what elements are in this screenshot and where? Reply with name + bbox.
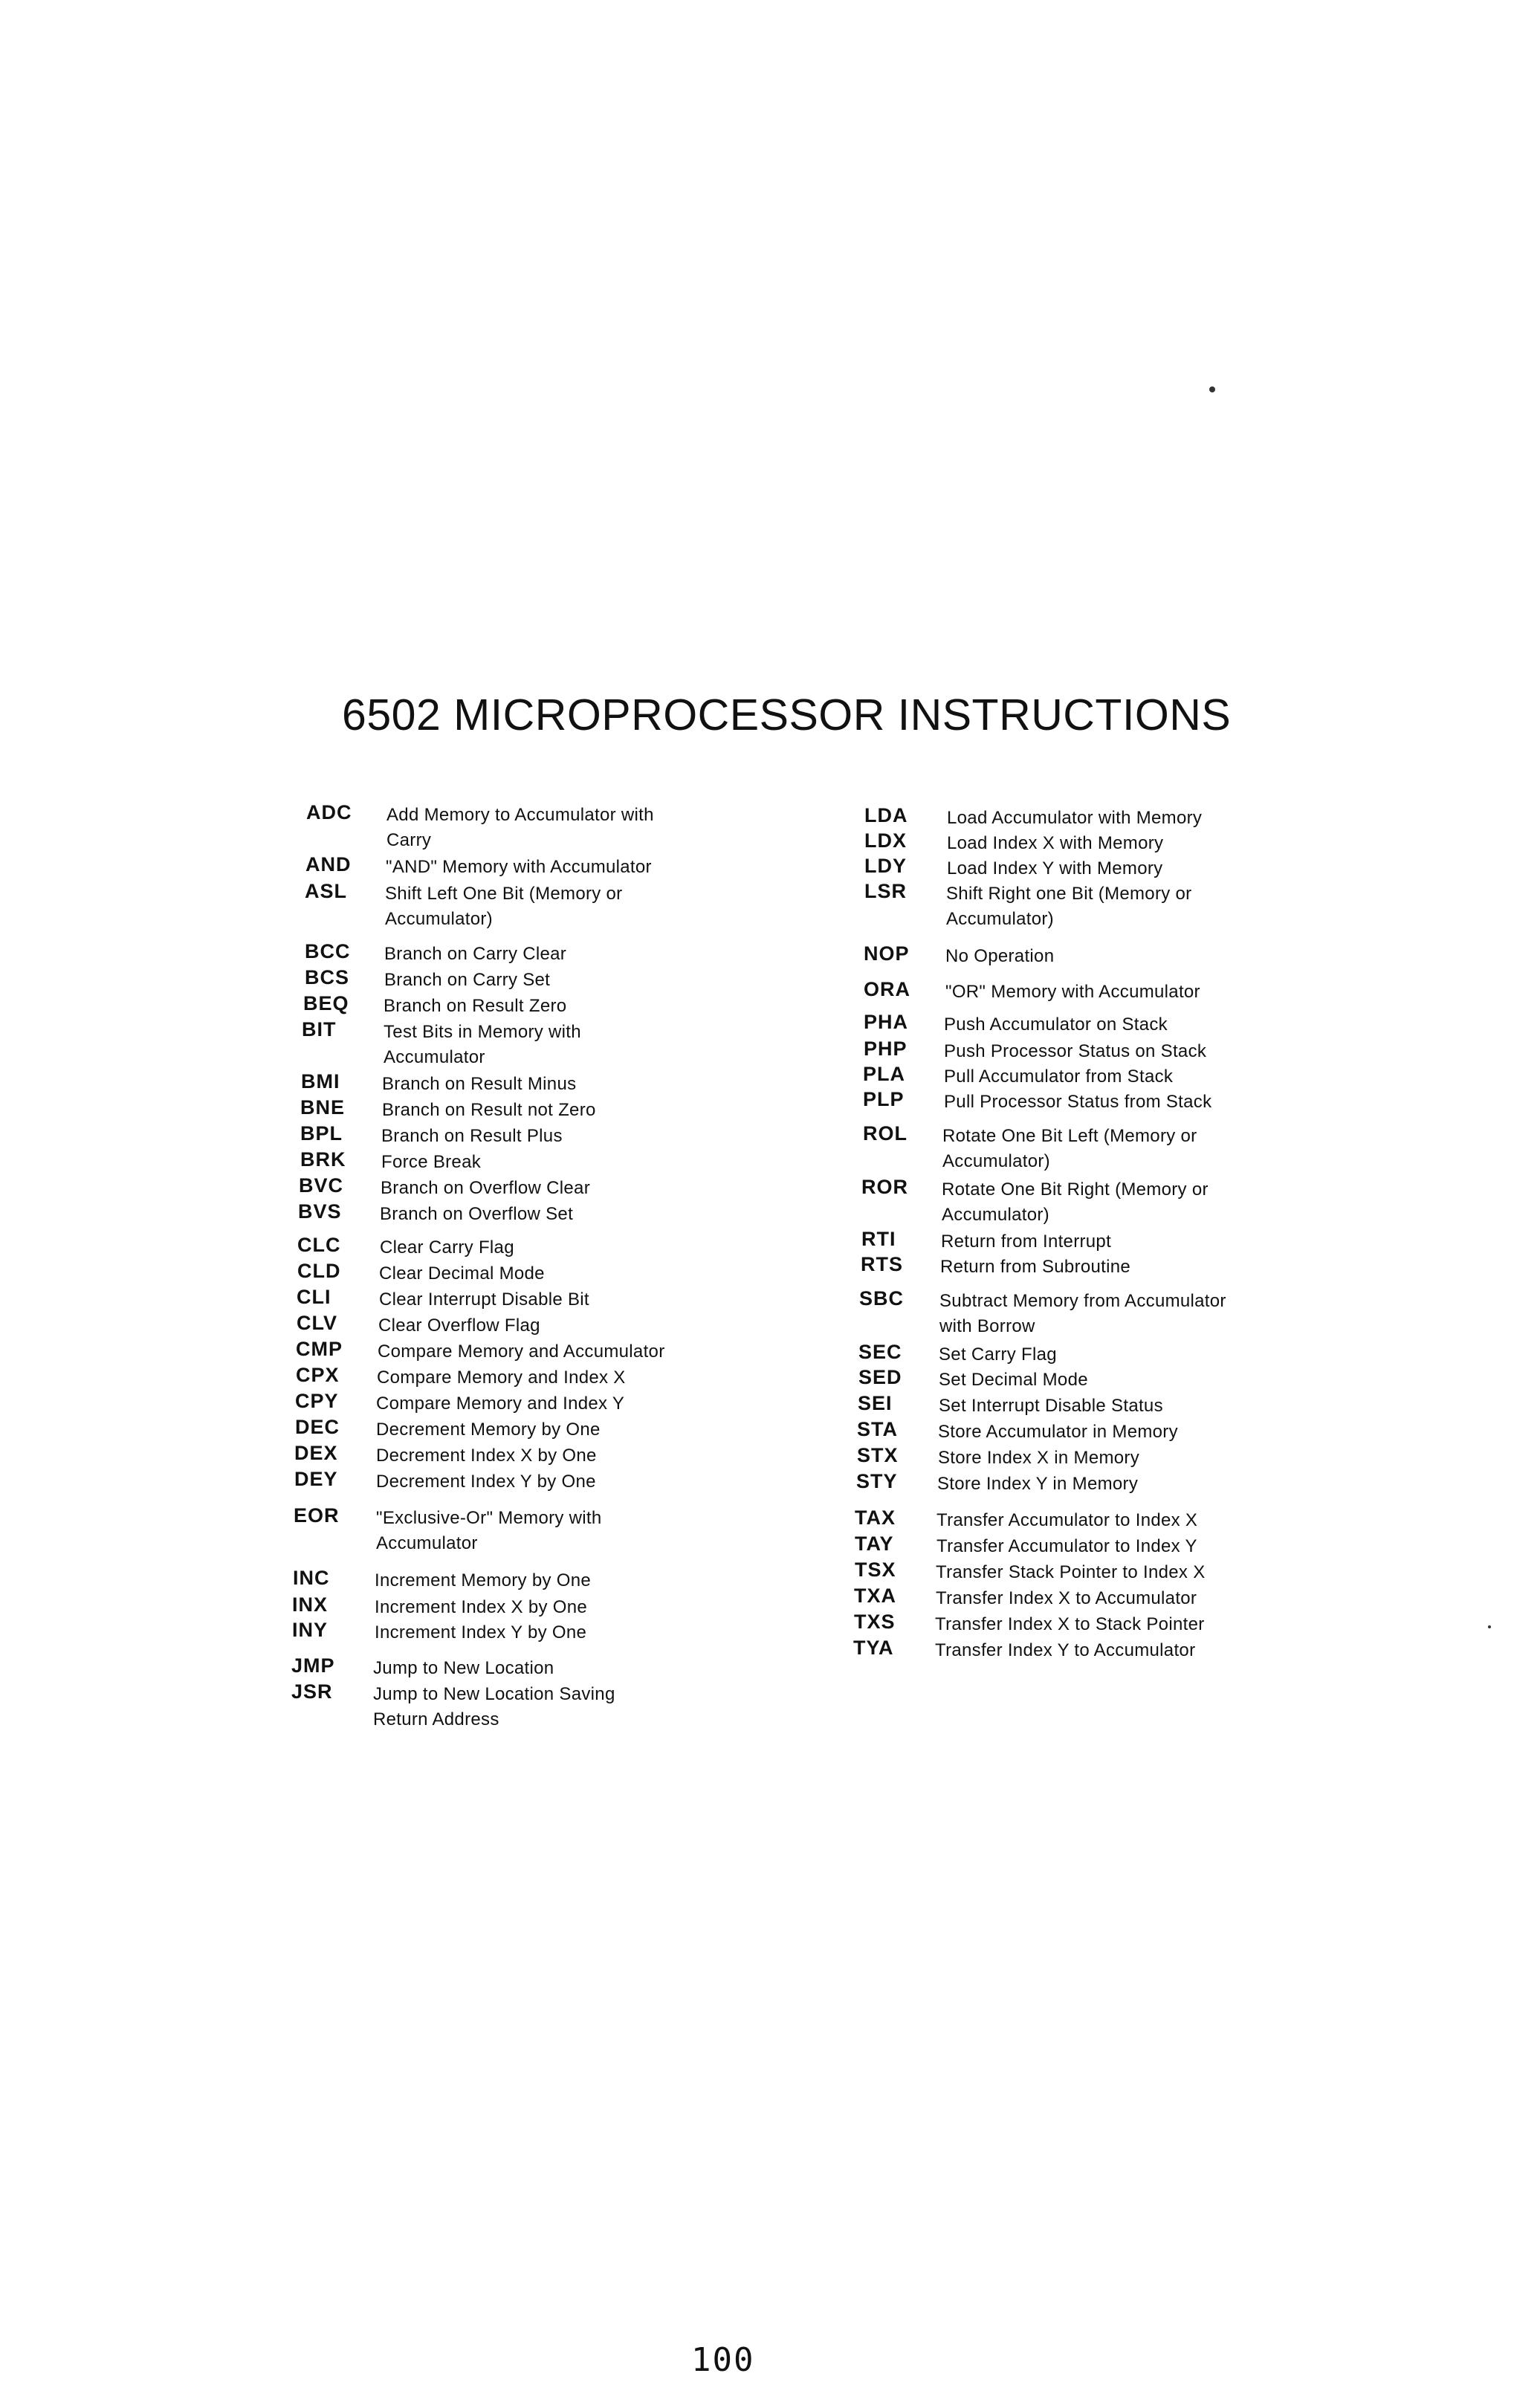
description-line: Transfer Accumulator to Index X: [936, 1510, 1198, 1530]
instruction-description: [381, 1124, 563, 1149]
instruction-description: [380, 1202, 573, 1227]
instruction-mnemonic: RTI: [861, 1228, 896, 1250]
instruction-mnemonic: BRK: [300, 1148, 346, 1171]
instruction-description: [376, 1391, 624, 1417]
description-line: Store Index Y in Memory: [937, 1474, 1139, 1494]
instruction-mnemonic: TAX: [855, 1506, 896, 1529]
description-line: Jump to New Location Saving: [373, 1684, 615, 1704]
instruction-mnemonic: RTS: [861, 1253, 903, 1275]
instruction-description: [936, 1560, 1206, 1585]
description-line: Transfer Accumulator to Index Y: [936, 1536, 1197, 1556]
description-line: Rotate One Bit Right (Memory or: [942, 1179, 1209, 1200]
instruction-description: [936, 1508, 1197, 1533]
instruction-mnemonic: CLV: [297, 1312, 337, 1334]
description-line: Set Carry Flag: [939, 1344, 1057, 1365]
instruction-mnemonic: ORA: [864, 978, 910, 1000]
instruction-mnemonic: PHA: [864, 1011, 909, 1033]
description-line: Carry: [386, 830, 432, 850]
instruction-mnemonic: BVS: [298, 1200, 342, 1223]
instruction-mnemonic: LDY: [864, 855, 907, 877]
instruction-description: [379, 1261, 545, 1286]
instruction-description: [378, 1313, 540, 1339]
instruction-description: [935, 1612, 1205, 1637]
instruction-description: [937, 1472, 1138, 1497]
instruction-mnemonic: INX: [292, 1593, 329, 1616]
instruction-description: [386, 855, 652, 880]
description-line: Store Index X in Memory: [938, 1448, 1140, 1468]
instruction-description: [939, 1368, 1088, 1393]
instruction-mnemonic: BPL: [300, 1122, 343, 1145]
description-line: Return from Subroutine: [940, 1257, 1131, 1277]
instruction-mnemonic: SEC: [858, 1341, 902, 1363]
description-line: Branch on Result not Zero: [382, 1100, 596, 1120]
page-number: 100: [691, 2341, 755, 2379]
instruction-description: [375, 1595, 587, 1620]
instruction-mnemonic: INY: [292, 1619, 329, 1641]
instruction-mnemonic: BEQ: [303, 992, 349, 1014]
description-line: Subtract Memory from Accumulator: [939, 1291, 1226, 1311]
instruction-description: [946, 881, 1191, 932]
instruction-mnemonic: TAY: [855, 1532, 894, 1555]
instruction-description: [376, 1506, 602, 1556]
instruction-mnemonic: DEX: [294, 1442, 338, 1464]
instruction-mnemonic: BCS: [305, 966, 350, 988]
description-line: No Operation: [945, 946, 1055, 966]
instruction-mnemonic: LDX: [864, 829, 907, 852]
instruction-mnemonic: PLP: [863, 1088, 905, 1110]
instruction-mnemonic: SED: [858, 1366, 902, 1388]
instruction-description: [379, 1287, 589, 1313]
description-line: Decrement Memory by One: [376, 1420, 601, 1440]
instruction-description: [939, 1342, 1057, 1368]
instruction-description: [947, 831, 1163, 856]
description-line: Load Index Y with Memory: [947, 858, 1163, 878]
description-line: Load Accumulator with Memory: [947, 808, 1203, 828]
instruction-description: [945, 980, 1200, 1005]
instruction-description: [944, 1039, 1206, 1064]
description-line: Shift Left One Bit (Memory or: [385, 884, 623, 904]
instruction-description: [384, 968, 550, 993]
description-line: Return from Interrupt: [941, 1231, 1112, 1252]
description-line: Set Interrupt Disable Status: [939, 1396, 1163, 1416]
instruction-description: [940, 1255, 1130, 1280]
description-line: Accumulator: [376, 1533, 478, 1553]
instruction-mnemonic: SBC: [859, 1287, 905, 1310]
instruction-description: [936, 1534, 1197, 1559]
description-line: Transfer Index Y to Accumulator: [935, 1640, 1196, 1660]
instruction-description: [376, 1443, 597, 1469]
scan-speck: [1488, 1625, 1491, 1628]
instruction-mnemonic: STY: [856, 1470, 898, 1492]
instruction-mnemonic: AND: [305, 853, 352, 876]
description-line: "AND" Memory with Accumulator: [386, 857, 652, 877]
description-line: Branch on Result Plus: [381, 1126, 563, 1146]
description-line: Accumulator): [942, 1151, 1050, 1171]
page-title: 6502 MICROPROCESSOR INSTRUCTIONS: [342, 690, 1232, 739]
description-line: Shift Right one Bit (Memory or: [946, 884, 1192, 904]
instruction-description: [384, 1020, 581, 1070]
description-line: Add Memory to Accumulator with: [386, 805, 654, 825]
instruction-mnemonic: TXA: [854, 1585, 896, 1607]
instruction-description: [385, 881, 622, 932]
instruction-description: [380, 1235, 514, 1260]
instruction-mnemonic: TYA: [853, 1637, 894, 1659]
instruction-description: [945, 944, 1054, 969]
description-line: Branch on Carry Set: [384, 970, 551, 990]
instruction-description: [935, 1638, 1195, 1663]
instruction-description: [942, 1124, 1197, 1174]
description-line: Store Accumulator in Memory: [938, 1422, 1178, 1442]
instruction-mnemonic: DEC: [295, 1416, 340, 1438]
description-line: Accumulator): [946, 909, 1054, 929]
instruction-description: [384, 942, 566, 967]
description-line: Increment Index Y by One: [375, 1622, 587, 1642]
description-line: Clear Overflow Flag: [378, 1315, 540, 1336]
instruction-description: [944, 1090, 1211, 1115]
instruction-mnemonic: BCC: [305, 940, 351, 962]
description-line: Clear Carry Flag: [380, 1237, 514, 1258]
instruction-mnemonic: TSX: [855, 1559, 896, 1581]
description-line: "OR" Memory with Accumulator: [945, 982, 1200, 1002]
description-line: Branch on Overflow Set: [380, 1204, 574, 1224]
instruction-mnemonic: LSR: [864, 880, 907, 902]
description-line: Clear Decimal Mode: [379, 1263, 545, 1284]
instruction-mnemonic: ROR: [861, 1176, 908, 1198]
instruction-description: [382, 1098, 596, 1123]
description-line: with Borrow: [939, 1316, 1035, 1336]
instruction-mnemonic: PHP: [864, 1038, 908, 1060]
description-line: Pull Accumulator from Stack: [944, 1067, 1174, 1087]
description-line: Decrement Index X by One: [376, 1446, 597, 1466]
description-line: Transfer Index X to Accumulator: [936, 1588, 1197, 1608]
instruction-description: [375, 1568, 591, 1593]
description-line: Accumulator): [942, 1205, 1049, 1225]
description-line: Branch on Carry Clear: [384, 944, 567, 964]
instruction-description: [375, 1620, 586, 1645]
scan-speck: [1209, 386, 1215, 392]
description-line: Rotate One Bit Left (Memory or: [942, 1126, 1197, 1146]
description-line: Force Break: [381, 1152, 482, 1172]
description-line: Load Index X with Memory: [947, 833, 1164, 853]
instruction-description: [936, 1586, 1197, 1611]
description-line: "Exclusive-Or" Memory with: [376, 1508, 602, 1528]
instruction-description: [944, 1012, 1168, 1038]
instruction-description: [941, 1229, 1111, 1255]
instruction-mnemonic: CLD: [297, 1260, 341, 1282]
instruction-mnemonic: ADC: [306, 801, 352, 823]
description-line: Pull Processor Status from Stack: [944, 1092, 1212, 1112]
description-line: Compare Memory and Accumulator: [378, 1341, 665, 1362]
instruction-description: [938, 1420, 1178, 1445]
description-line: Push Processor Status on Stack: [944, 1041, 1207, 1061]
instruction-description: [386, 803, 654, 853]
instruction-description: [384, 994, 566, 1019]
instruction-mnemonic: TXS: [854, 1611, 896, 1633]
instruction-mnemonic: NOP: [864, 942, 910, 965]
description-line: Transfer Stack Pointer to Index X: [936, 1562, 1206, 1582]
description-line: Compare Memory and Index Y: [376, 1394, 625, 1414]
instruction-description: [947, 806, 1202, 831]
instruction-description: [939, 1289, 1226, 1339]
instruction-mnemonic: SEI: [858, 1392, 893, 1414]
instruction-description: [944, 1064, 1173, 1090]
instruction-mnemonic: JSR: [291, 1680, 333, 1703]
instruction-mnemonic: BVC: [299, 1174, 344, 1197]
instruction-mnemonic: INC: [293, 1567, 330, 1589]
instruction-description: [381, 1176, 590, 1201]
instruction-description: [376, 1469, 596, 1495]
description-line: Branch on Overflow Clear: [381, 1178, 590, 1198]
description-line: Accumulator: [384, 1047, 485, 1067]
instruction-mnemonic: DEY: [294, 1468, 338, 1490]
instruction-mnemonic: JMP: [291, 1654, 335, 1677]
instruction-mnemonic: CPX: [296, 1364, 340, 1386]
description-line: Push Accumulator on Stack: [944, 1014, 1168, 1035]
instruction-description: [381, 1150, 481, 1175]
instruction-description: [373, 1656, 554, 1681]
instruction-mnemonic: CLI: [297, 1286, 331, 1308]
instruction-mnemonic: CMP: [296, 1338, 343, 1360]
instruction-description: [939, 1394, 1163, 1419]
instruction-description: [377, 1365, 626, 1391]
description-line: Branch on Result Zero: [384, 996, 567, 1016]
instruction-mnemonic: BIT: [302, 1018, 337, 1040]
description-line: Increment Memory by One: [375, 1570, 591, 1590]
instruction-description: [378, 1339, 664, 1365]
instruction-mnemonic: LDA: [864, 804, 908, 826]
description-line: Transfer Index X to Stack Pointer: [935, 1614, 1205, 1634]
instruction-mnemonic: STX: [857, 1444, 899, 1466]
description-line: Set Decimal Mode: [939, 1370, 1088, 1390]
instruction-mnemonic: PLA: [863, 1063, 905, 1085]
instruction-description: [942, 1177, 1209, 1228]
description-line: Compare Memory and Index X: [377, 1368, 626, 1388]
instruction-mnemonic: ROL: [863, 1122, 908, 1145]
instruction-mnemonic: CLC: [297, 1234, 341, 1256]
instruction-description: [382, 1072, 576, 1097]
instruction-mnemonic: CPY: [295, 1390, 339, 1412]
instruction-mnemonic: BMI: [301, 1070, 340, 1093]
description-line: Test Bits in Memory with: [384, 1022, 581, 1042]
description-line: Return Address: [373, 1709, 499, 1729]
instruction-mnemonic: STA: [857, 1418, 898, 1440]
instruction-description: [376, 1417, 601, 1443]
description-line: Jump to New Location: [373, 1658, 554, 1678]
instruction-mnemonic: EOR: [294, 1504, 340, 1527]
instruction-description: [373, 1682, 615, 1732]
instruction-mnemonic: ASL: [305, 880, 347, 902]
instruction-description: [938, 1446, 1139, 1471]
instruction-mnemonic: BNE: [300, 1096, 346, 1119]
description-line: Branch on Result Minus: [382, 1074, 577, 1094]
instruction-description: [947, 856, 1162, 881]
description-line: Increment Index X by One: [375, 1597, 588, 1617]
description-line: Accumulator): [385, 909, 493, 929]
description-line: Clear Interrupt Disable Bit: [379, 1289, 589, 1310]
description-line: Decrement Index Y by One: [376, 1472, 596, 1492]
